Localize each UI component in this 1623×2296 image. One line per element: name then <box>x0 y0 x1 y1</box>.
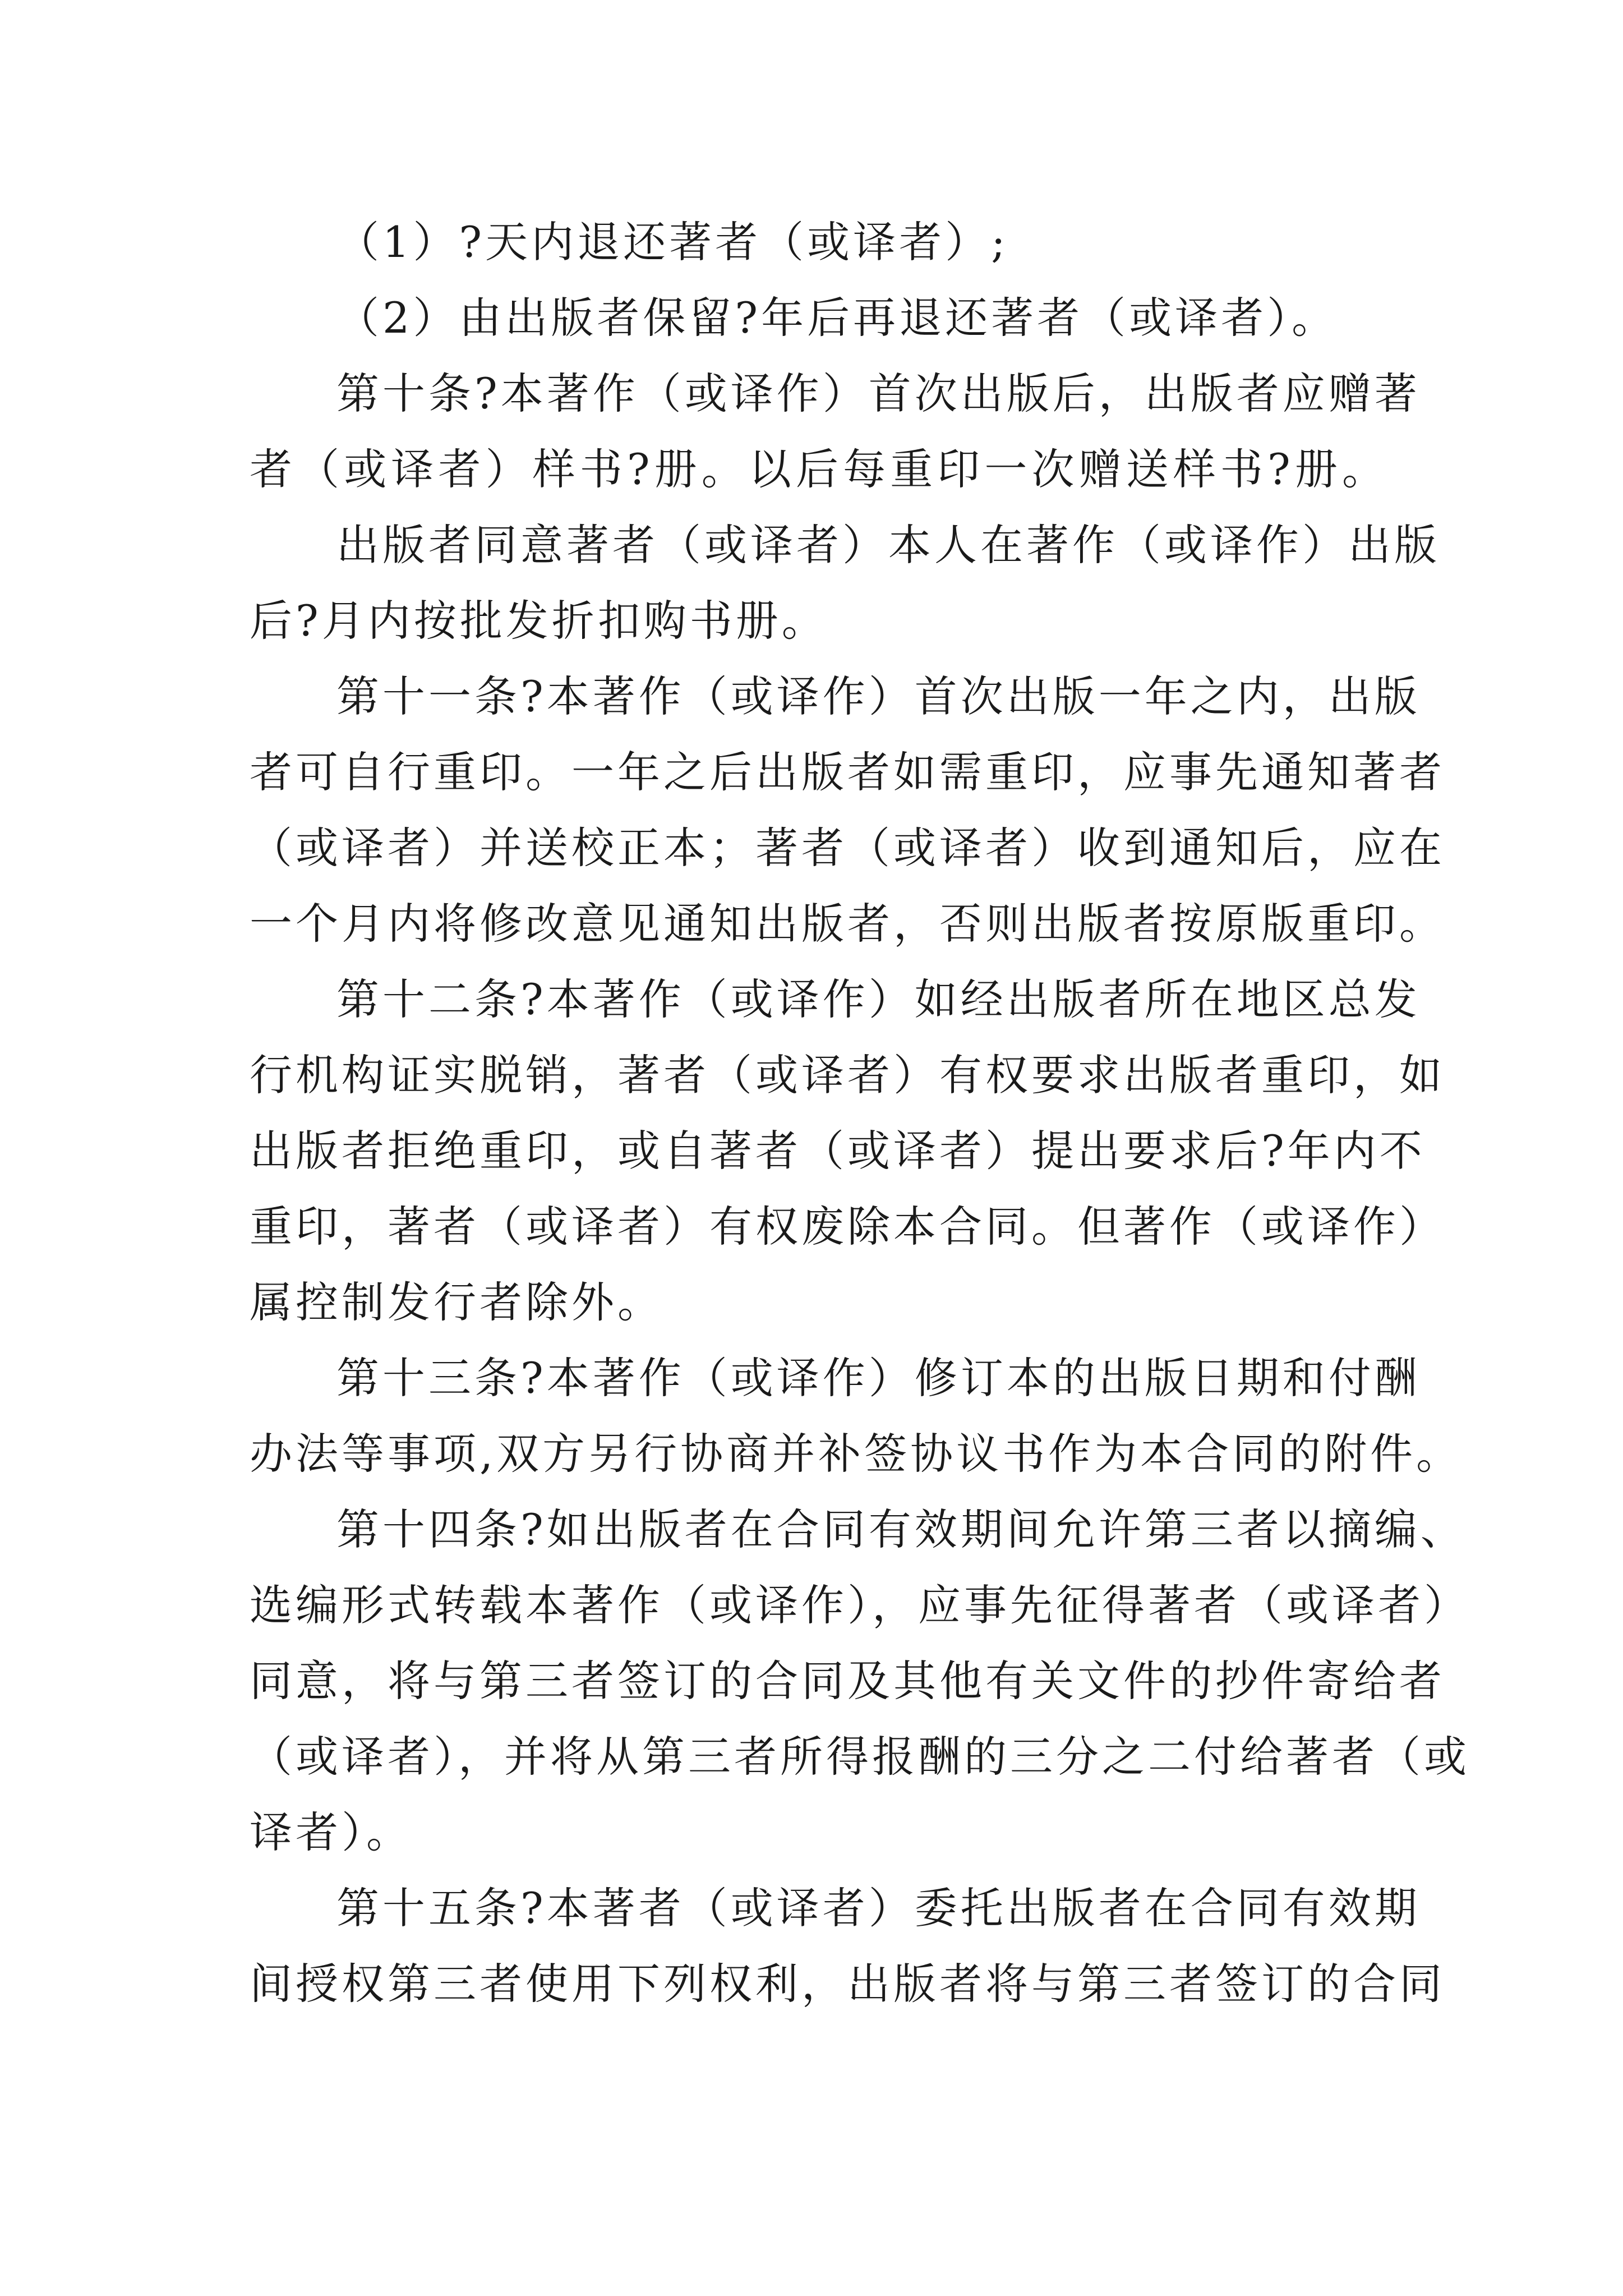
article-12-line-2: 行机构证实脱销，著者（或译者）有权要求出版者重印，如 <box>250 1050 1445 1100</box>
article-12-line-4: 重印，著者（或译者）有权废除本合同。但著作（或译作） <box>250 1202 1445 1251</box>
article-13-line-2: 办法等事项,双方另行协商并补签协议书作为本合同的附件。 <box>250 1429 1463 1479</box>
article-14-line-2: 选编形式转载本著作（或译作），应事先征得著者（或译者） <box>250 1580 1470 1630</box>
article-10-line-1: 第十条?本著作（或译作）首次出版后，出版者应赠著 <box>336 369 1421 418</box>
article-13-line-1: 第十三条?本著作（或译作）修订本的出版日期和付酬 <box>336 1353 1421 1403</box>
article-11-line-2: 者可自行重印。一年之后出版者如需重印，应事先通知著者 <box>250 747 1445 797</box>
article-11-line-4: 一个月内将修改意见通知出版者，否则出版者按原版重印。 <box>250 899 1445 949</box>
article-15-line-2: 间授权第三者使用下列权利，出版者将与第三者签订的合同 <box>250 1959 1445 2009</box>
clause-item-1: （1）?天内退还著者（或译者）; <box>336 217 1009 267</box>
article-14-line-5: 译者）。 <box>250 1807 412 1857</box>
article-11-line-1: 第十一条?本著作（或译作）首次出版一年之内，出版 <box>336 671 1421 721</box>
paragraph-purchase-line-1: 出版者同意著者（或译者）本人在著作（或译作）出版 <box>336 520 1440 570</box>
article-11-line-3: （或译者）并送校正本；著者（或译者）收到通知后，应在 <box>250 823 1445 873</box>
article-14-line-4: （或译者），并将从第三者所得报酬的三分之二付给著者（或 <box>250 1732 1470 1782</box>
article-15-line-1: 第十五条?本著者（或译者）委托出版者在合同有效期 <box>336 1883 1421 1933</box>
article-14-line-1: 第十四条?如出版者在合同有效期间允许第三者以摘编、 <box>336 1504 1467 1554</box>
article-12-line-3: 出版者拒绝重印，或自著者（或译者）提出要求后?年内不 <box>250 1126 1426 1176</box>
article-12-line-5: 属控制发行者除外。 <box>250 1277 663 1327</box>
paragraph-purchase-line-2: 后?月内按批发折扣购书册。 <box>250 596 828 646</box>
clause-item-2: （2）由出版者保留?年后再退还著者（或译者）。 <box>336 293 1338 343</box>
article-10-line-2: 者（或译者）样书?册。以后每重印一次赠送样书?册。 <box>250 444 1388 494</box>
article-12-line-1: 第十二条?本著作（或译作）如经出版者所在地区总发 <box>336 974 1421 1024</box>
article-14-line-3: 同意，将与第三者签订的合同及其他有关文件的抄件寄给者 <box>250 1656 1445 1706</box>
